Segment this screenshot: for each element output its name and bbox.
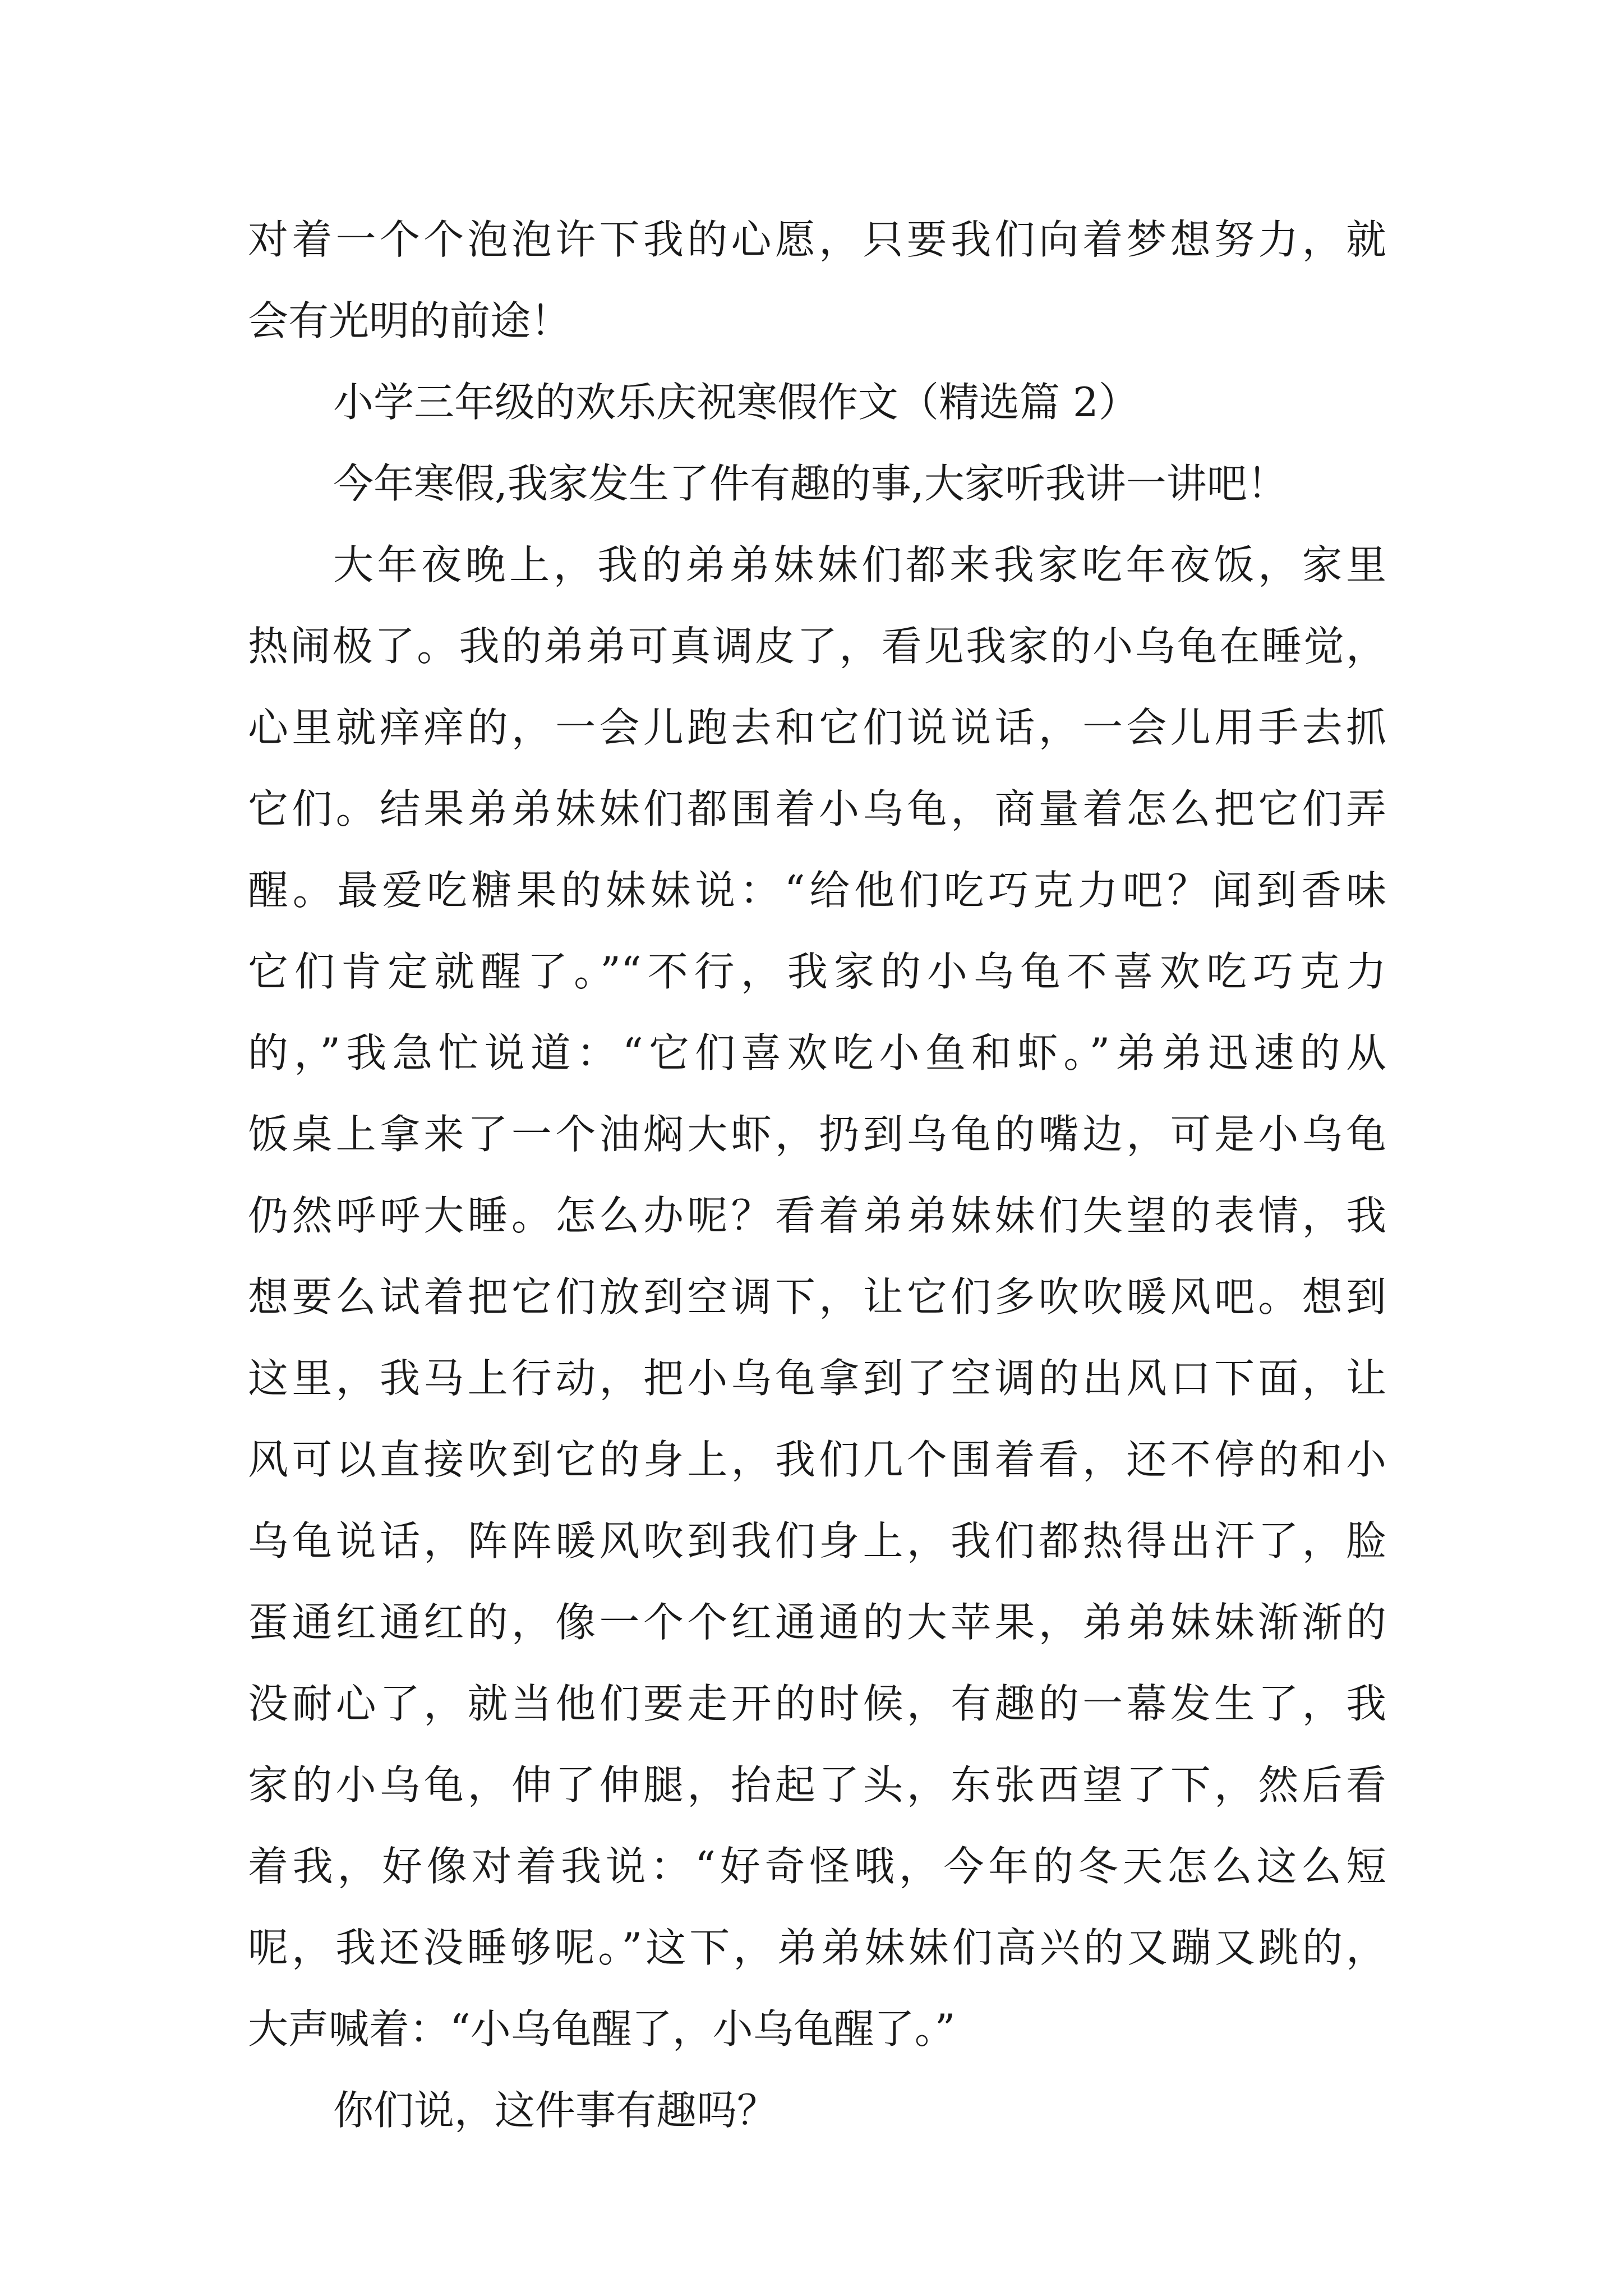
text-line: 家的小乌龟，伸了伸腿，抬起了头，东张西望了下，然后看 — [248, 1761, 1386, 1809]
text-line: 醒。最爱吃糖果的妹妹说：“给他们吃巧克力吧？闻到香味 — [248, 867, 1386, 914]
text-line: 风可以直接吹到它的身上，我们几个围着看，还不停的和小 — [248, 1436, 1386, 1483]
text-line: 着我，好像对着我说：“好奇怪哦，今年的冬天怎么这么短 — [248, 1843, 1386, 1890]
text-line: 没耐心了，就当他们要走开的时候，有趣的一幕发生了，我 — [248, 1680, 1386, 1727]
text-line: 饭桌上拿来了一个油焖大虾，扔到乌龟的嘴边，可是小乌龟 — [248, 1111, 1386, 1158]
paragraph-intro — [248, 443, 1386, 524]
paragraph-closing — [248, 2070, 1386, 2151]
text-line: 它们。结果弟弟妹妹们都围着小乌龟，商量着怎么把它们弄 — [248, 785, 1386, 832]
text-line: 会有光明的前途！ — [248, 297, 571, 344]
text-line: 今年寒假,我家发生了件有趣的事,大家听我讲一讲吧！ — [333, 460, 1288, 507]
text-line: 想要么试着把它们放到空调下，让它们多吹吹暖风吧。想到 — [248, 1273, 1386, 1320]
text-line: 乌龟说话，阵阵暖风吹到我们身上，我们都热得出汗了，脸 — [248, 1517, 1386, 1565]
text-line: 仍然呼呼大睡。怎么办呢？看着弟弟妹妹们失望的表情，我 — [248, 1192, 1386, 1239]
text-line: 你们说，这件事有趣吗？ — [333, 2087, 778, 2134]
text-line: 这里，我马上行动，把小乌龟拿到了空调的出风口下面，让 — [248, 1355, 1386, 1402]
document-body — [248, 199, 1386, 2151]
text-line: 大年夜晚上，我的弟弟妹妹们都来我家吃年夜饭，家里 — [333, 541, 1386, 588]
section-heading — [248, 362, 1386, 443]
text-line: 心里就痒痒的，一会儿跑去和它们说说话，一会儿用手去抓 — [248, 704, 1386, 751]
text-line: 的，”我急忙说道：“它们喜欢吃小鱼和虾。”弟弟迅速的从 — [248, 1029, 1386, 1076]
text-line: 大声喊着：“小乌龟醒了，小乌龟醒了。” — [248, 2005, 956, 2053]
paragraph-continuation — [248, 199, 1386, 362]
paragraph-story — [248, 524, 1386, 2070]
heading-text: 小学三年级的欢乐庆祝寒假作文（精选篇 2） — [333, 379, 1139, 426]
text-line: 热闹极了。我的弟弟可真调皮了，看见我家的小乌龟在睡觉， — [248, 623, 1386, 670]
text-line: 它们肯定就醒了。”“不行，我家的小乌龟不喜欢吃巧克力 — [248, 948, 1386, 995]
text-line: 蛋通红通红的，像一个个红通通的大苹果，弟弟妹妹渐渐的 — [248, 1599, 1386, 1646]
text-line: 对着一个个泡泡许下我的心愿，只要我们向着梦想努力，就 — [248, 216, 1386, 263]
text-line: 呢，我还没睡够呢。”这下，弟弟妹妹们高兴的又蹦又跳的， — [248, 1924, 1386, 1971]
